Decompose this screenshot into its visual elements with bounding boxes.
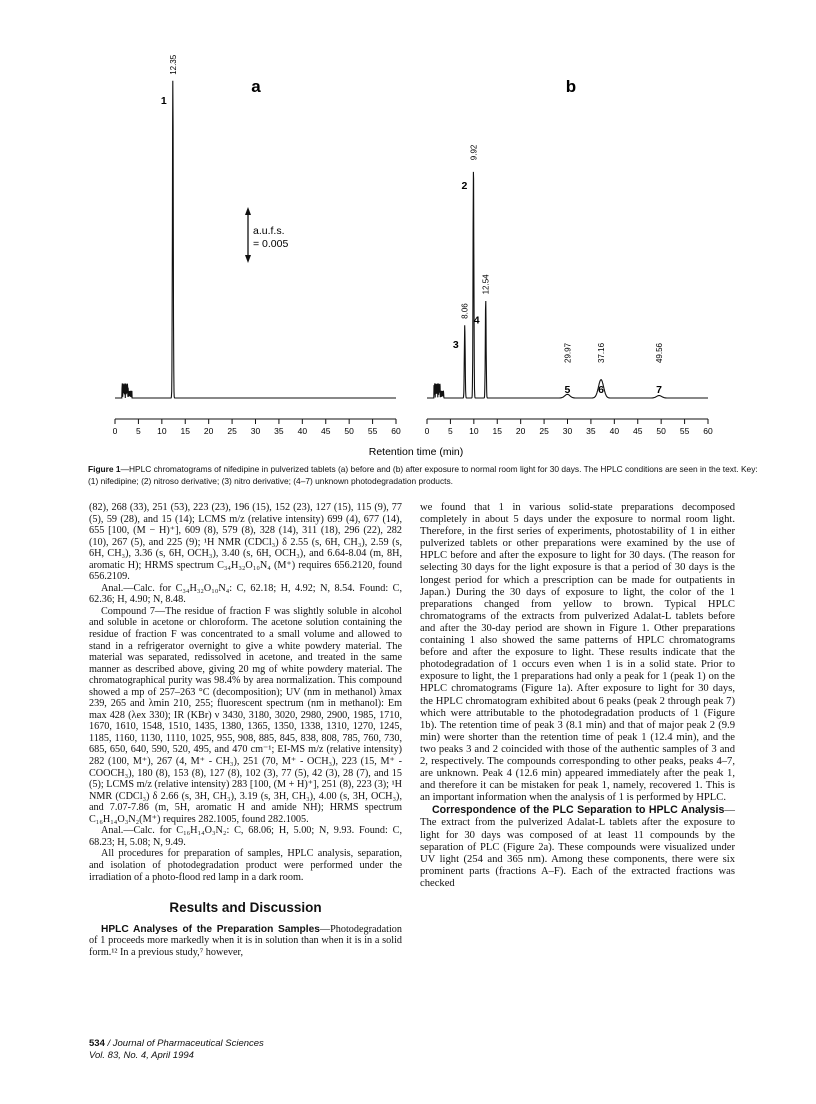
journal-name: / Journal of Pharmaceutical Sciences	[104, 1038, 264, 1049]
x-tick-label: 45	[633, 426, 643, 436]
page-footer	[89, 1038, 264, 1062]
scale-bar-label-2: = 0.005	[253, 238, 289, 250]
x-tick-label: 10	[157, 426, 167, 436]
peak-number-label: 2	[461, 180, 468, 193]
x-tick-label: 15	[492, 426, 502, 436]
paragraph-text: —Photodegradation of 1 proceeds more markedly when it is in solution than when it is in a solid form.¹² In a previous study,⁷ however,	[89, 923, 402, 958]
peak-number-label: 5	[564, 384, 571, 396]
paragraph: Compound 7—The residue of fraction F was slightly soluble in alcohol and soluble in acetone or chloroform. The acetone solution containing the residue of fraction F was concentrated to a small volume and allowed to stand in a refrigerator overnight to give a white powdery material. The material was separated, redissolved in acetone, and treated in the same manner as described above, giving 20 mg of white powdery material. The chromatographical purity was 98.4% by area normalization. This compound showed a mp of 257–263 °C (decomposition); UV (nm in methanol) λmax 239, 265 and λmin 210, 255; fluorescent spectrum (nm in methanol): Em max 428 (λex 330); IR (KBr) ν 3430, 3180, 3020, 2980, 2900, 1985, 1710, 1670, 1610, 1548, 1510, 1435, 1380, 1365, 1350, 1338, 1310, 1270, 1245, 1185, 1160, 1130, 1110, 1025, 955, 908, 885, 845, 838, 808, 785, 760, 730, 685, 650, 640, 590, 520, 495, and 470 cm⁻¹; EI-MS m/z (relative intensity) 282 (100, M⁺), 267 (4, M⁺ - CH₃), 251 (70, M⁺ - OCH₃), 223 (15, M⁺ - COOCH₃), 180 (8), 153 (8), 127 (8), 102 (3), 77 (5), 42 (3), 28 (7), and 15 (5); LCMS m/z (relative intensity) 283 [100, (M + H)⁺], 251 (8), 223 (3); ¹H NMR (CDCl₃) δ 2.66 (s, 3H, CH₃), 3.19 (s, 3H, CH₃), 4.00 (s, 3H, OCH₃), and 7.07-7.86 (m, 5H, aromatic H and amide NH); HRMS spectrum C₁₆H₁₄O₃N₂(M⁺) requires 282.1005, found 282.1005.	[89, 605, 402, 825]
x-tick-label: 10	[469, 426, 479, 436]
peak-number-label: 7	[656, 384, 663, 396]
page-number: 534	[89, 1038, 105, 1049]
peak-retention-time-label: 9.92	[469, 144, 479, 161]
x-tick-label: 5	[136, 426, 141, 436]
x-tick-label: 60	[703, 426, 713, 436]
paragraph: (82), 268 (33), 251 (53), 223 (23), 196 (15), 152 (23), 127 (15), 115 (9), 77 (5), 59 (28), and 15 (14); LCMS m/z (relative intensity) 699 (4), 677 (14), 655 [100, (M − H)⁺], 609 (8), 579 (8), 328 (14), 311 (18), 296 (22), 282 (10), 267 (5), and 225 (9); ¹H NMR (CDCl₃) δ 2.55 (s, 6H, CH₃), 2.59 (s, 6H, CH₃), 3.36 (s, 6H, OCH₃), 3.40 (s, 6H, OCH₃), and 6.64-8.04 (m, 8H, aromatic H); HRMS spectrum C₃₄H₃₂O₁₀N₄ (M⁺) requires 656.2120, found 656.2109.	[89, 502, 402, 583]
peak-number-label: 6	[598, 384, 604, 396]
panel-label-a: a	[251, 77, 261, 96]
x-tick-label: 40	[297, 426, 308, 436]
paragraph: All procedures for preparation of samples, HPLC analysis, separation, and isolation of photodegradation product were performed under the irradiation of a photo-flood red lamp in a dark room.	[89, 848, 402, 883]
absorbance-scale-bar	[245, 207, 288, 263]
x-tick-label: 35	[586, 426, 596, 436]
figure-caption	[88, 463, 768, 487]
x-tick-label: 35	[274, 426, 284, 436]
peak-retention-time-label: 12.54	[481, 274, 491, 295]
x-tick-label: 0	[424, 426, 430, 436]
x-tick-label: 15	[180, 426, 190, 436]
peak-retention-time-label: 49.56	[655, 342, 665, 363]
x-tick-label: 25	[227, 426, 237, 436]
paragraph	[89, 924, 402, 959]
peak-retention-time-label: 12.35	[168, 54, 178, 75]
peak-retention-time-label: 37.16	[597, 342, 607, 363]
run-in-heading: HPLC Analyses of the Preparation Samples	[101, 923, 320, 935]
x-tick-label: 30	[250, 426, 261, 436]
x-tick-label: 40	[609, 426, 620, 436]
x-tick-label: 25	[539, 426, 549, 436]
x-tick-label: 50	[344, 426, 354, 436]
x-axis-label: Retention time (min)	[368, 446, 464, 458]
panel-label-b: b	[565, 77, 577, 96]
x-tick-label: 60	[391, 426, 401, 436]
hplc-chromatogram-figure	[0, 0, 816, 470]
figure-caption-text: —HPLC chromatograms of nifedipine in pulverized tablets (a) before and (b) after exposure to normal room light for 30 days. The HPLC conditions are seen in the text. Key: (1) nifedipine; (2) nitroso derivative; (3) nitro derivative; (4–7) unknown photodegradation products.	[88, 464, 758, 486]
paragraph: Anal.—Calc. for C₁₆H₁₄O₃N₂: C, 68.06; H, 5.00; N, 9.93. Found: C, 68.23; H, 5.08; N, 9.49.	[89, 825, 402, 848]
paragraph	[420, 804, 735, 890]
journal-issue: Vol. 83, No. 4, April 1994	[89, 1050, 194, 1061]
chromatogram-trace	[427, 172, 708, 398]
paragraph-text: —The extract from the pulverized Adalat-L tablets after the exposure to light for 30 days was composed of at least 11 compounds by the separation of PLC (Figure 2a). These compounds were visualized under UV light (254 and 365 nm). Among these components, there were six prominent parts (fractions A–F). Each of the extracted fractions was checked	[420, 805, 735, 889]
x-tick-label: 30	[562, 426, 573, 436]
x-tick-label: 20	[203, 426, 214, 436]
x-tick-label: 45	[321, 426, 331, 436]
run-in-heading: Correspondence of the PLC Separation to HPLC Analysis	[432, 804, 725, 817]
scale-bar-label-1: a.u.f.s.	[253, 225, 285, 237]
x-tick-label: 5	[448, 426, 453, 436]
x-tick-label: 55	[367, 426, 378, 436]
section-heading: Results and Discussion	[169, 900, 322, 916]
chromatogram-panel-b	[425, 144, 713, 436]
peak-retention-time-label: 29.97	[563, 342, 573, 363]
x-tick-label: 20	[515, 426, 526, 436]
x-tick-label: 50	[656, 426, 666, 436]
peak-number-label: 4	[473, 314, 480, 327]
peak-number-label: 1	[160, 94, 167, 107]
peak-number-label: 3	[452, 338, 459, 351]
x-tick-label: 0	[112, 426, 118, 436]
paragraph: we found that 1 in various solid-state preparations decomposed completely in about 5 days under the exposure to normal room light. Therefore, in the first series of experiments, photostability of 1 in either pulverized tablets or other preparations were examined by the use of HPLC before and after the exposure to light for 30 days. (The reason for selecting 30 days for the light exposure is that a period of 30 days is the longest period for which a prescription can be made for outpatients in Japan.) During the 30 days of exposure to light, the color of the 1 preparations changed from yellow to brown. Typical HPLC chromatograms of the extracts from pulverized Adalat-L tablets before and after the 30-day period are shown in Figure 1. Other preparations containing 1 also showed the same patterns of HPLC chromatograms before and after the exposure to light. These results indicate that the photodegradation of 1 occurs even when 1 is in a solid state. Prior to exposure to light, the 1 preparations had only a peak for 1 (peak 1) on the HPLC chromatograms (Figure 1a). After exposure to light for 30 days, the HPLC chromatogram exhibited about 6 peaks (peak 2 through peak 7) which were attributable to the photodegradation products of 1 (Figure 1b). The retention time of peak 3 (8.1 min) and that of major peak 2 (9.9 min) were shorter than the retention time of peak 1 (12.4 min), and the two peaks 3 and 2 coincided with those of the authentic samples of 3 and 2, respectively. The compounds corresponding to other peaks, peaks 4–7, are unknown. Peak 4 (12.6 min) appeared immediately after the peak 1, and therefore it can be mistaken for peak 1, namely, recovered 1. This is an important information when the analysis of 1 is performed by HPLC.	[420, 502, 735, 804]
figure-caption-label: Figure 1	[88, 464, 121, 474]
left-text-column	[89, 502, 402, 958]
paragraph: Anal.—Calc. for C₃₄H₃₂O₁₀N₄: C, 62.18; H, 4.92; N, 8.54. Found: C, 62.36; H, 4.90; N, 8.48.	[89, 582, 402, 606]
right-text-column	[420, 502, 735, 890]
peak-retention-time-label: 8.06	[460, 303, 470, 319]
x-tick-label: 55	[679, 426, 690, 436]
